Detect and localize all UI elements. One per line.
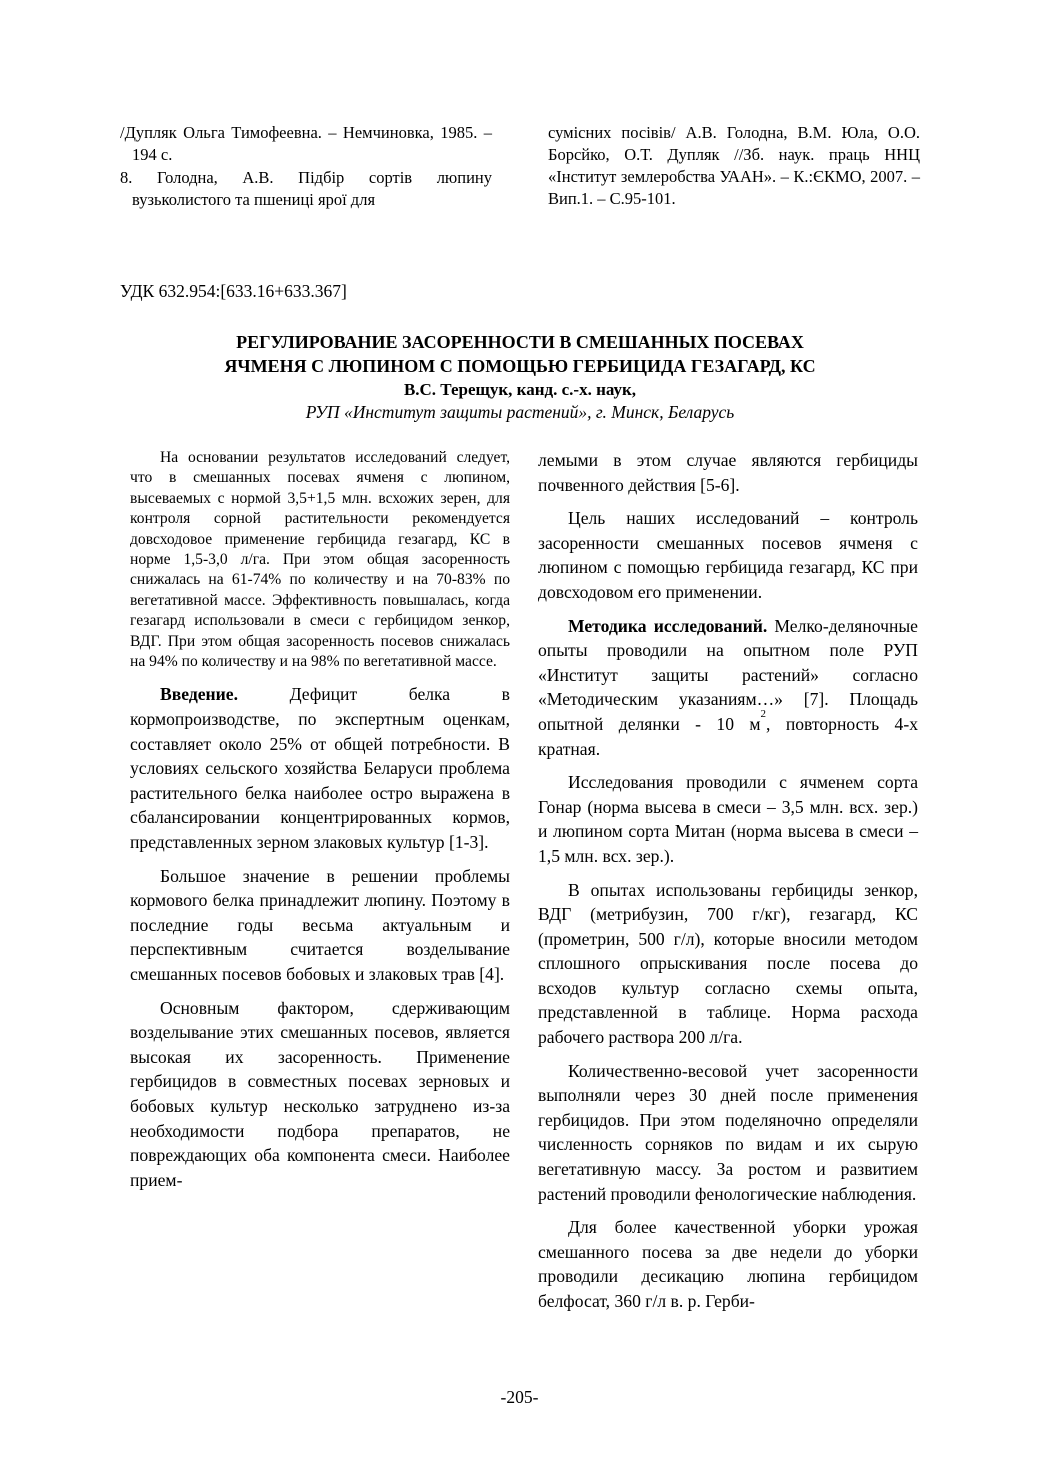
reference-item: /Дупляк Ольга Тимофеевна. – Немчиновка, 1985. – 194 с. [120,123,492,164]
paragraph-continuation: лемыми в этом случае являются гербициды почвенного действия [5-6]. [538,450,918,495]
article-title-line-1: РЕГУЛИРОВАНИЕ ЗАСОРЕННОСТИ В СМЕШАННЫХ ПОСЕВАХ [236,332,804,352]
article-title-line-2: ЯЧМЕНЯ С ЛЮПИНОМ С ПОМОЩЬЮ ГЕРБИЦИДА ГЕЗАГАРД, КС [224,356,816,376]
right-column [538,448,918,1323]
goal-paragraph: Цель наших исследований – контроль засоренности смешанных посевов ячменя с люпином с помощью гербицида гезагард, КС при довсходовом его применении. [538,508,918,602]
intro-text: Дефицит белка в кормопроизводстве, по экспертным оценкам, составляет около 25% от общей потребности. В условиях сельского хозяйства Беларуси проблема растительного белка наиболее остро выражена в сбалансировании концентрированных кормов, представленных зерном злаковых культур [1-3]. [130,684,510,853]
reference-item: 8. Голодна, А.В. Підбір сортів люпину вузьколистого та пшениці ярої для [120,168,492,209]
article-body [130,448,918,1323]
left-body [130,682,510,1192]
paragraph: Исследования проводили с ячменем сорта Гонар (норма высева в смеси – 3,5 млн. всх. зер.) и люпином сорта Митан (норма высева в смеси – 1,5 млн. всх. зер.). [538,772,918,866]
reference-item: сумісних посівів/ А.В. Голодна, В.М. Юла, О.О. Борсйко, О.Т. Дупляк //Зб. наук. праць ННЦ «Інститут землеробства УААН». – К.:ЄКМО, 2007. – Вип.1. – С.95-101. [548,123,920,208]
method-paragraph [538,614,918,762]
paragraph: В опытах использованы гербициды зенкор, ВДГ (метрибузин, 700 г/кг), гезагард, КС (прометрин, 500 г/л), которые вносили методом сплошного опрыскивания после посева до всходов культур согласно схемы опыта, представленной в таблице. Норма расхода рабочего раствора 200 л/га. [538,879,918,1048]
method-text-end: , повторность 4-х кратная. [538,713,918,759]
intro-heading: Введение. [160,684,239,705]
article-header [120,330,920,424]
method-heading: Методика исследований. [568,615,768,636]
paragraph: Для более качественной уборки урожая смешанного посева за две недели до уборки проводили десикацию люпина гербицидом белфосат, 360 г/л в. р. Герби- [538,1217,918,1311]
institution: РУП «Институт защиты растений», г. Минск, Беларусь [305,402,735,422]
references-right-column [548,122,920,212]
author: В.С. Терещук, канд. с.-х. наук, [403,380,637,399]
paragraph: Количественно-весовой учет засоренности выполняли через 30 дней после применения гербицидов. При этом поделяночно определяли численность сорняков по видам и их сырую вегетативную массу. За ростом и развитием растений проводили фенологические наблюдения. [538,1060,918,1204]
references-block [120,122,920,212]
intro-paragraph [130,682,510,854]
page-number: -205- [500,1387,539,1407]
references-left-column [120,122,492,212]
superscript: 2 [760,707,767,720]
left-column [130,448,510,1323]
paragraph: Большое значение в решении проблемы кормового белка принадлежит люпину. Поэтому в последние годы весьма актуальным и перспективным считается возделывание смешанных посевов бобовых и злаковых трав [4]. [130,865,510,984]
method-text: Мелко-деляночные опыты проводили на опытном поле РУП «Институт защиты растений» согласно «Методическим указаниям…» [7]. Площадь опытной делянки - 10 м [538,615,918,734]
paragraph: Основным фактором, сдерживающим возделывание этих смешанных посевов, является высокая их засоренность. Применение гербицидов в совместных посевах зерновых и бобовых культур несколько затруднено из-за необходимости подбора препаратов, не повреждающих оба компонента смеси. Наиболее прием- [130,997,510,1190]
abstract [130,448,510,672]
abstract-text: На основании результатов исследований следует, что в смешанных посевах ячменя с люпином, высеваемых с нормой 3,5+1,5 млн. всхожих зерен, для контроля сорной растительности рекомендуется довсходовое применение гербицида гезагард, КС в норме 1,5-3,0 л/га. При этом общая засоренность снижалась на 61-74% по количеству и на 70-83% по вегетативной массе. Эффективность повышалась, когда гезагард использовали в смеси с гербицидом зенкор, ВДГ. При этом общая засоренность посевов снижалась на 94% по количеству и на 98% по вегетативной массе. [130,449,510,671]
udk-code: УДК 632.954:[633.16+633.367] [120,281,347,301]
